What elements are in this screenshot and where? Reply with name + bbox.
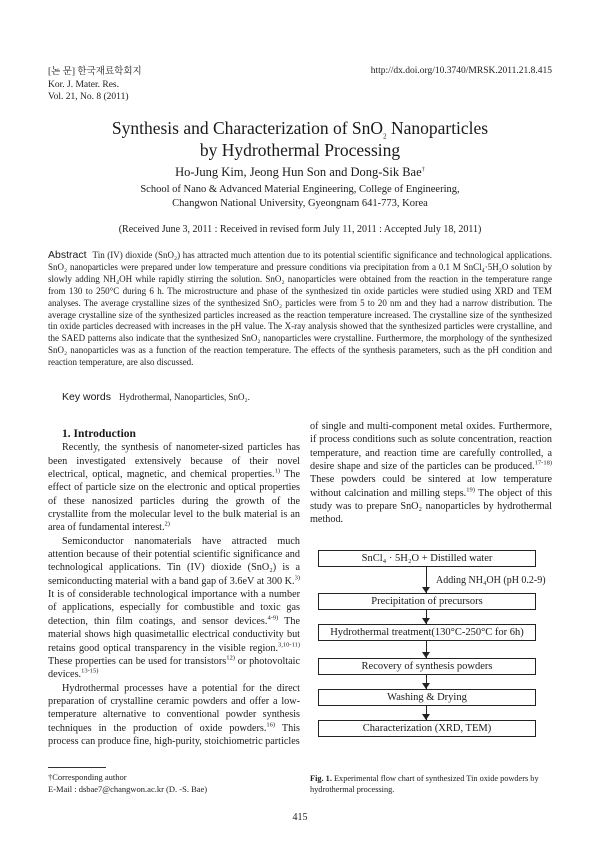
intro-p2-text-e: or photovoltaic devices. <box>48 655 300 681</box>
intro-paragraph-1 <box>48 441 300 534</box>
intro-p2-text-b: It is of considerable technological importance with a number of applications, especially for combustible and toxic gas detection, thin film coatings, and sensor devices. <box>48 589 300 627</box>
title-line1-pre: Synthesis and Characterization of SnO <box>111 118 384 138</box>
flow-step-3: Hydrothermal treatment(130°C-250°C for 6h) <box>318 624 536 641</box>
citation: 12) <box>226 654 235 662</box>
author-list <box>0 165 600 180</box>
affiliation <box>0 183 600 211</box>
keywords-label: Key words <box>62 391 112 403</box>
citation: 13-15) <box>81 667 99 675</box>
intro-p2-text-c: The material shows high quasimetallic electrical conductivity but retains good optical transparency in the visible region. <box>48 615 301 654</box>
affiliation-line2: Changwon National University, Gyeongnam 641-773, Korea <box>172 198 428 209</box>
authors: Ho-Jung Kim, Jeong Hun Son and Dong-Sik Bae <box>175 165 422 179</box>
doi-link[interactable]: http://dx.doi.org/10.3740/MRSK.2011.21.8.415 <box>370 66 552 76</box>
flow-step-4: Recovery of synthesis powders <box>318 658 536 675</box>
page-number: 415 <box>292 812 308 823</box>
intro-p2-text: Semiconductor nanomaterials have attracted much attention because of their potential scientific significance and technological applications. Tin (IV) dioxide (SnO₂) is a semiconducting material with a band gap of 3.6eV at 300 K. <box>48 535 300 587</box>
journal-abbreviation: Kor. J. Mater. Res. <box>48 79 119 90</box>
journal-header <box>48 66 142 104</box>
title-line2: by Hydrothermal Processing <box>199 140 401 160</box>
intro-paragraph-3 <box>48 682 300 749</box>
citation: 19) <box>466 486 475 494</box>
intro-paragraph-2 <box>48 535 300 682</box>
journal-volume: Vol. 21, No. 8 (2011) <box>48 92 129 102</box>
received-dates: (Received June 3, 2011 : Received in revised form July 11, 2011 : Accepted July 18, 2011) <box>118 224 482 235</box>
abstract-text: Tin (IV) dioxide (SnO₂) has attracted much attention due to its potential scientific significance and technological applications. SnO₂ nanoparticles were prepared under low temperature and pressure conditions via precipitation from a 0.1 M SnCl₄·5H₂O solution by slowly adding NH₄OH while rapidly stirring the solution. SnO₂ nanoparticles were obtained from the reaction in the temperature range from 130 to 250°C during 6 h. The microstructure and phase of the synthesized tin oxide particles were studied using XRD and TEM analyses. The average crystalline sizes of the synthesized SnO₂ particles were from 5 to 20 nm and they had a narrow distribution. The average crystalline size of the synthesized particles increased as the reaction temperature increased. The crystalline size of the synthesized tin oxide particles decreased with increases in the pH value. The X-ray analysis showed that the synthesized particles were crystalline, and the SAED patterns also indicate that the synthesized SnO₂ nanoparticles were crystalline. Furthermore, the morphology of the synthesized SnO₂ nanoparticles was as a function of the reaction temperature. The effects of the synthesis parameters, such as the pH condition and reaction temperature, are also discussed. <box>48 250 552 368</box>
intro-p3-text-b-cont: of single and multi-component metal oxides. Furthermore, if process conditions such as solute concentration, reaction temperature, and reaction time are carefully controlled, a desire shape and size of the particles can be produced. <box>310 421 552 473</box>
citation: 3,10-11) <box>278 641 300 649</box>
abstract <box>48 250 552 369</box>
citation: 2) <box>164 521 170 529</box>
caption-label: Fig. 1. <box>310 774 332 783</box>
flow-step-1: SnCl₄ · 5H₂O + Distilled water <box>318 550 536 567</box>
paper-title <box>0 117 600 161</box>
intro-p1-text: Recently, the synthesis of nanometer-sized particles has been investigated extensively because of their novel electrical, optical, magnetic, and chemical properties. <box>48 442 300 481</box>
title-line1-post: Nanoparticles <box>386 118 489 138</box>
keywords <box>62 391 250 403</box>
footnote-corresponding: †Corresponding author <box>48 772 127 782</box>
keywords-text: Hydrothermal, Nanoparticles, SnO₂. <box>119 392 250 402</box>
citation: 16) <box>266 721 276 729</box>
citation: 17-18) <box>534 459 552 467</box>
figure-caption <box>310 773 554 795</box>
intro-p3-text-d-cont: The object of this study was to prepare SnO₂ nanoparticles by hydrothermal method. <box>310 487 552 526</box>
left-column <box>48 428 300 748</box>
citation: 1) <box>274 467 280 475</box>
footnote-rule <box>48 767 106 768</box>
footnote-email: E-Mail : dsbae7@changwon.ac.kr (D. -S. Bae) <box>48 784 208 794</box>
caption-text: Experimental flow chart of synthesized Tin oxide powders by hydrothermal processing. <box>310 774 539 794</box>
corresponding-mark: † <box>421 165 425 173</box>
footnote <box>48 771 207 795</box>
intro-p2-text-d: These properties can be used for transistors <box>48 655 227 667</box>
right-column <box>310 420 552 527</box>
intro-p3-text-c-cont: These powders could be sintered at low temperature without calcination and milling steps. <box>310 474 552 499</box>
citation: 3) <box>294 574 300 582</box>
abstract-label: Abstract <box>48 249 87 261</box>
intro-p3-text-b: This process can produce fine, high-purity, stoichiometric particles <box>48 722 300 747</box>
flow-step-6: Characterization (XRD, TEM) <box>318 720 536 737</box>
intro-p1-text-b: The effect of particle size on the electronic and optical properties of these nanosized particles during the growth of the crystallite from the molecular level to the bulk material is an area of fundamental interest. <box>48 469 301 534</box>
flow-step-2: Precipitation of precursors <box>318 593 536 610</box>
flow-side-note: Adding NH₄OH (pH 0.2-9) <box>436 575 546 586</box>
section-heading-introduction: 1. Introduction <box>62 428 136 440</box>
affiliation-line1: School of Nano & Advanced Material Engineering, College of Engineering, <box>140 184 460 195</box>
title-line1-sub: 2 <box>383 132 387 141</box>
intro-p3-text: Hydrothermal processes have a potential for the direct preparation of crystalline ceramic powders and offer a low-temperature alternative to conventional powder synthesis techniques in the production of oxide powders. <box>48 682 300 734</box>
journal-name-korean: [논 문] 한국재료학회지 <box>48 67 142 77</box>
citation: 4-9) <box>267 614 279 622</box>
intro-paragraph-3-continued <box>310 420 552 527</box>
flow-step-5: Washing & Drying <box>318 689 536 706</box>
